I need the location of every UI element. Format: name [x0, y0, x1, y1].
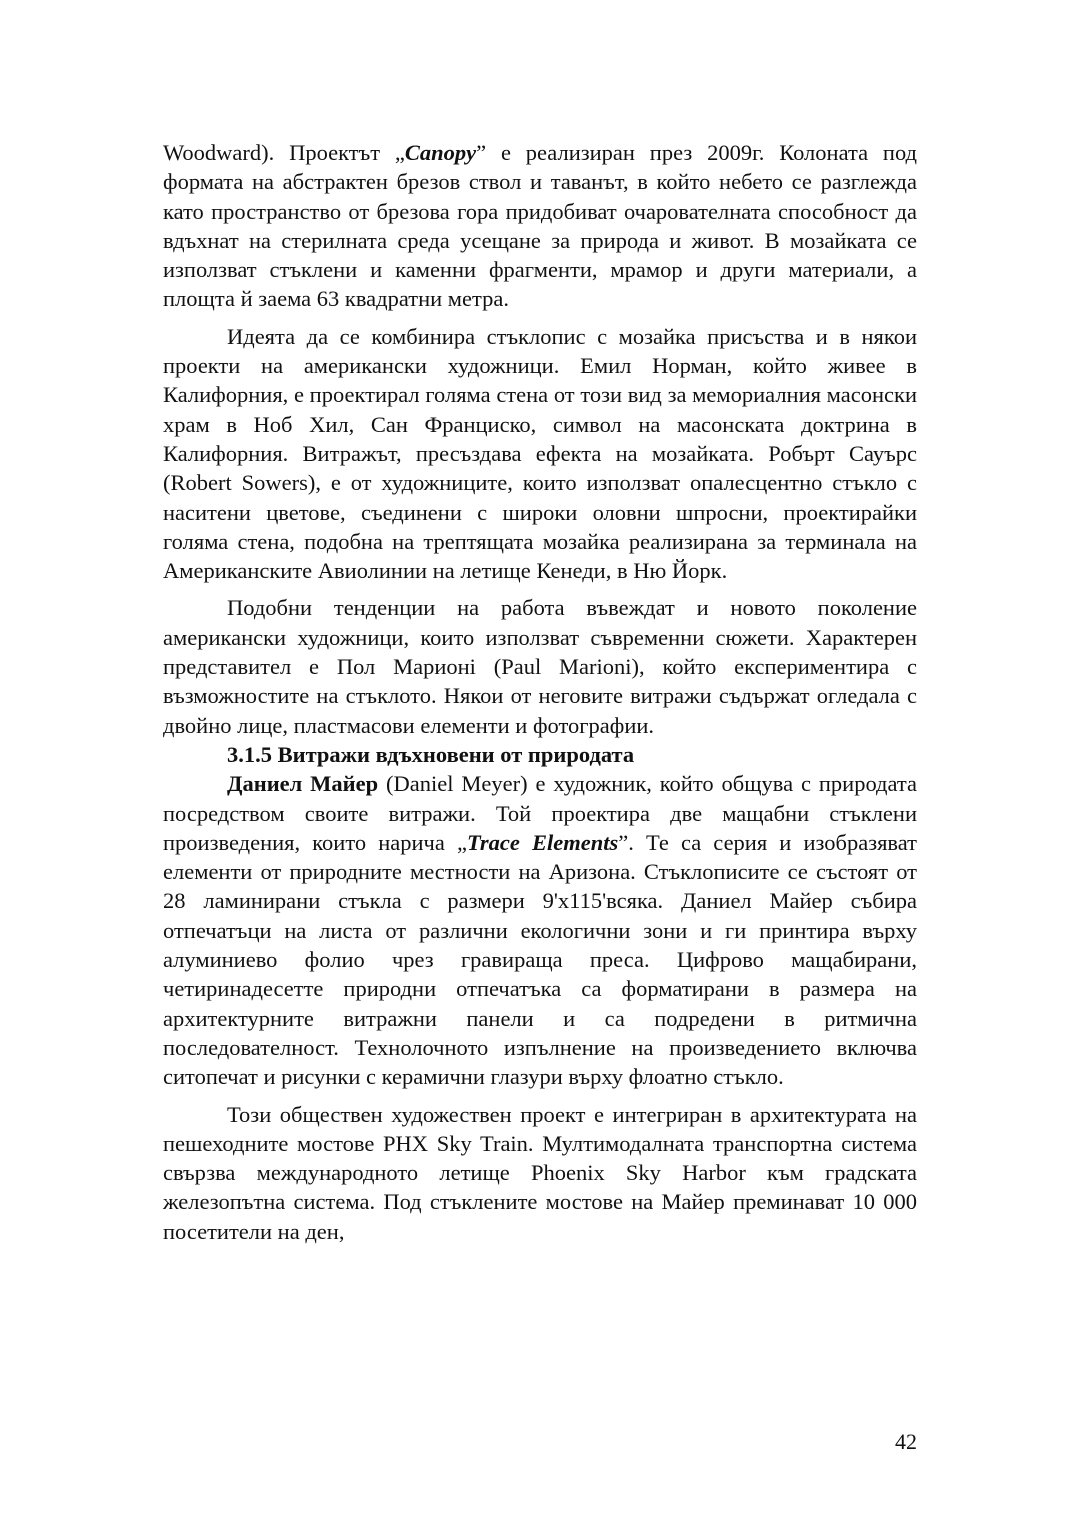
canopy-title: Canopy: [404, 140, 477, 165]
paragraph-4-text-a: (Daniel Meyer) е художник, който общува с природата посредством своите витражи. Той проектира две мащабни стъклени произведения, които нарича „: [163, 771, 917, 855]
paragraph-5: Този обществен художествен проект е интегриран в архитектурата на пешеходните мостове PHX Sky Train. Мултимодалната транспортна система свързва международното летище Phoenix Sky Harbor към градската железопътна система. Под стъклените мостове на Майер преминават 10 000 посетители на ден,: [163, 1101, 917, 1244]
paragraph-1-text-a: Woodward). Проектът „: [163, 140, 405, 165]
section-heading: 3.1.5 Витражи вдъхновени от природата: [227, 741, 635, 767]
paragraph-3: Подобни тенденции на работа въвеждат и новото поколение американски художници, които използват съвременни сюжети. Характерен представител е Пол Марионі (Paul Marioni), който експериментира с възможностите на стъклото. Някои от неговите витражи съдържат огледала с двойно лице, пластмасови елементи и фотографии.: [163, 595, 917, 738]
paragraph-4-text-b: ”. Те са серия и изобразяват елементи от природните местности на Аризона. Стъклописите се състоят от 28 ламинирани стъкла с размери 9'х115'всяка. Даниел Майер събира отпечатъци на листа от различни екологични зони и ги принтира върху алуминиево фолио чрез гравираща преса. Цифрово мащабирани, четиринадесетте природни отпечатъка са форматирани в размера на архитектурните витражни панели и са подредени в ритмична последователност. Технолочното изпълнение на произведението включва ситопечат и рисунки с керамични глазури върху флоатно стъкло.: [163, 829, 917, 1090]
paragraph-1: [163, 138, 917, 314]
paragraph-2: Идеята да се комбинира стъклопис с мозайка присъства и в някои проекти на американски художници. Емил Норман, който живее в Калифорния, е проектирал голяма стена от този вид за мемориалния масонски храм в Ноб Хил, Сан Франциско, символ на масонската доктрина в Калифорния. Витражът, пресъздава ефекта на мозайката. Робърт Сауърс (Robert Sowers), е от художниците, които използват опалесцентно стъкло с наситени цветове, съединени с широки оловни шпросни, проектирайки голяма стена, подобна на трептящата мозайка реализирана за терминала на Американските Авиолинии на летище Кенеди, в Ню Йорк.: [163, 323, 917, 584]
page-body: [163, 138, 917, 1246]
paragraph-1-text-b: ” е реализиран през 2009г. Колоната под формата на абстрактен брезов ствол и таванът, в който небето се разглежда като пространство от брезова гора придобиват очарователната способност да вдъхнат на стерилната среда усещане за природа и живот. В мозайката се използват стъклени и каменни фрагменти, мрамор и други материали, а площта й заема 63 квадратни метра.: [163, 140, 917, 312]
page-number: 42: [895, 1429, 917, 1454]
paragraph-4: [163, 769, 917, 1091]
artist-name: Даниел Майер: [227, 771, 379, 797]
trace-elements-title: Trace Elements: [466, 829, 619, 855]
